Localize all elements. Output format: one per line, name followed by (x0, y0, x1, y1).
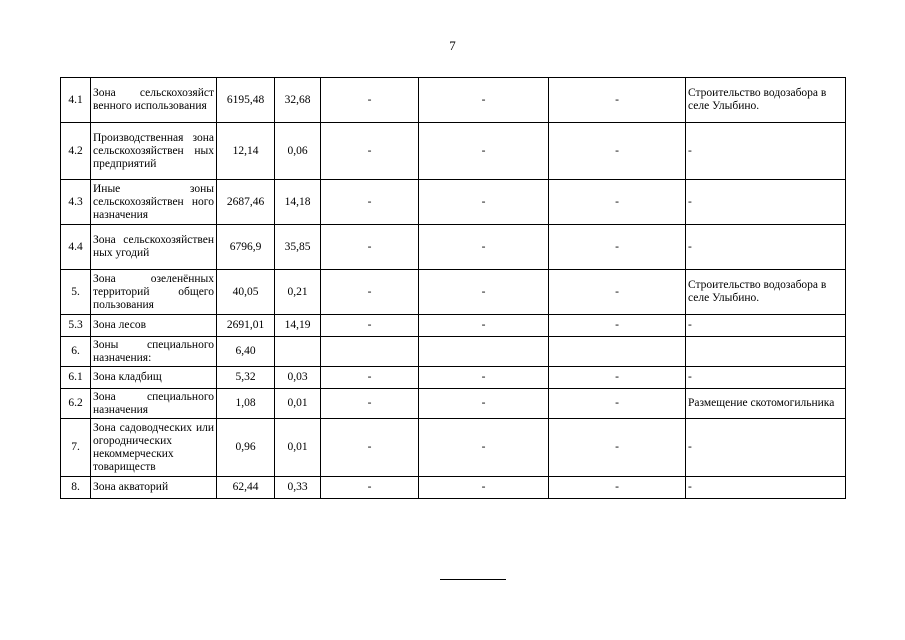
table-row (61, 225, 846, 270)
zone-name: Зона кладбищ (91, 367, 217, 389)
percent-value: 0,01 (275, 419, 321, 477)
area-value: 62,44 (217, 477, 275, 499)
indicator-2 (419, 337, 549, 367)
table-row (61, 367, 846, 389)
row-number: 6.1 (61, 367, 91, 389)
percent-value: 0,06 (275, 123, 321, 180)
indicator-2: - (419, 389, 549, 419)
table-row (61, 389, 846, 419)
planned-action (686, 337, 846, 367)
row-number: 4.4 (61, 225, 91, 270)
indicator-3 (549, 337, 686, 367)
indicator-3: - (549, 367, 686, 389)
area-value: 6,40 (217, 337, 275, 367)
row-number: 5.3 (61, 315, 91, 337)
row-number: 5. (61, 270, 91, 315)
indicator-2: - (419, 477, 549, 499)
indicator-3: - (549, 225, 686, 270)
zone-name: Зона специального назначения (91, 389, 217, 419)
planned-action: - (686, 367, 846, 389)
zones-table (60, 77, 846, 499)
indicator-2: - (419, 180, 549, 225)
area-value: 6195,48 (217, 78, 275, 123)
area-value: 40,05 (217, 270, 275, 315)
table-row (61, 123, 846, 180)
percent-value: 32,68 (275, 78, 321, 123)
page-number: 7 (449, 38, 456, 53)
indicator-1: - (321, 367, 419, 389)
indicator-2: - (419, 225, 549, 270)
indicator-2: - (419, 270, 549, 315)
planned-action: - (686, 123, 846, 180)
area-value: 1,08 (217, 389, 275, 419)
indicator-1: - (321, 389, 419, 419)
indicator-1: - (321, 180, 419, 225)
indicator-1: - (321, 78, 419, 123)
planned-action: Строительство водозабора в селе Улыбино. (686, 270, 846, 315)
row-number: 7. (61, 419, 91, 477)
indicator-2: - (419, 367, 549, 389)
table-row (61, 78, 846, 123)
area-value: 2691,01 (217, 315, 275, 337)
indicator-1: - (321, 315, 419, 337)
indicator-2: - (419, 419, 549, 477)
indicator-3: - (549, 389, 686, 419)
zone-name: Зона сельскохозяйст венного использования (91, 78, 217, 123)
zone-name: Зоны специального назначения: (91, 337, 217, 367)
indicator-2: - (419, 78, 549, 123)
percent-value: 14,19 (275, 315, 321, 337)
zone-name: Зона лесов (91, 315, 217, 337)
zone-name: Зона сельскохозяйствен ных угодий (91, 225, 217, 270)
percent-value: 0,21 (275, 270, 321, 315)
table-row (61, 270, 846, 315)
zone-name: Иные зоны сельскохозяйствен ного назначения (91, 180, 217, 225)
footer-line (440, 579, 506, 580)
indicator-1: - (321, 419, 419, 477)
planned-action: - (686, 225, 846, 270)
area-value: 5,32 (217, 367, 275, 389)
planned-action: - (686, 419, 846, 477)
indicator-3: - (549, 180, 686, 225)
row-number: 6.2 (61, 389, 91, 419)
indicator-1: - (321, 123, 419, 180)
indicator-3: - (549, 270, 686, 315)
zones-table-body (61, 78, 846, 499)
planned-action: Строительство водозабора в селе Улыбино. (686, 78, 846, 123)
area-value: 0,96 (217, 419, 275, 477)
planned-action: - (686, 315, 846, 337)
zone-name: Производственная зона сельскохозяйствен ных предприятий (91, 123, 217, 180)
table-row (61, 419, 846, 477)
indicator-3: - (549, 315, 686, 337)
indicator-3: - (549, 123, 686, 180)
indicator-3: - (549, 477, 686, 499)
table-row (61, 315, 846, 337)
table-row (61, 180, 846, 225)
percent-value: 0,33 (275, 477, 321, 499)
indicator-1: - (321, 225, 419, 270)
area-value: 6796,9 (217, 225, 275, 270)
zone-name: Зона озеленённых территорий общего пользования (91, 270, 217, 315)
planned-action: - (686, 477, 846, 499)
table-row (61, 477, 846, 499)
percent-value: 35,85 (275, 225, 321, 270)
area-value: 12,14 (217, 123, 275, 180)
row-number: 4.1 (61, 78, 91, 123)
row-number: 8. (61, 477, 91, 499)
area-value: 2687,46 (217, 180, 275, 225)
row-number: 4.3 (61, 180, 91, 225)
indicator-1: - (321, 477, 419, 499)
indicator-2: - (419, 315, 549, 337)
indicator-1 (321, 337, 419, 367)
percent-value: 14,18 (275, 180, 321, 225)
indicator-3: - (549, 78, 686, 123)
row-number: 6. (61, 337, 91, 367)
row-number: 4.2 (61, 123, 91, 180)
planned-action: Размещение скотомогильника (686, 389, 846, 419)
indicator-3: - (549, 419, 686, 477)
zone-name: Зона акваторий (91, 477, 217, 499)
planned-action: - (686, 180, 846, 225)
percent-value: 0,03 (275, 367, 321, 389)
zone-name: Зона садоводческих или огороднических некоммерческих товариществ (91, 419, 217, 477)
indicator-2: - (419, 123, 549, 180)
indicator-1: - (321, 270, 419, 315)
percent-value (275, 337, 321, 367)
percent-value: 0,01 (275, 389, 321, 419)
table-row (61, 337, 846, 367)
